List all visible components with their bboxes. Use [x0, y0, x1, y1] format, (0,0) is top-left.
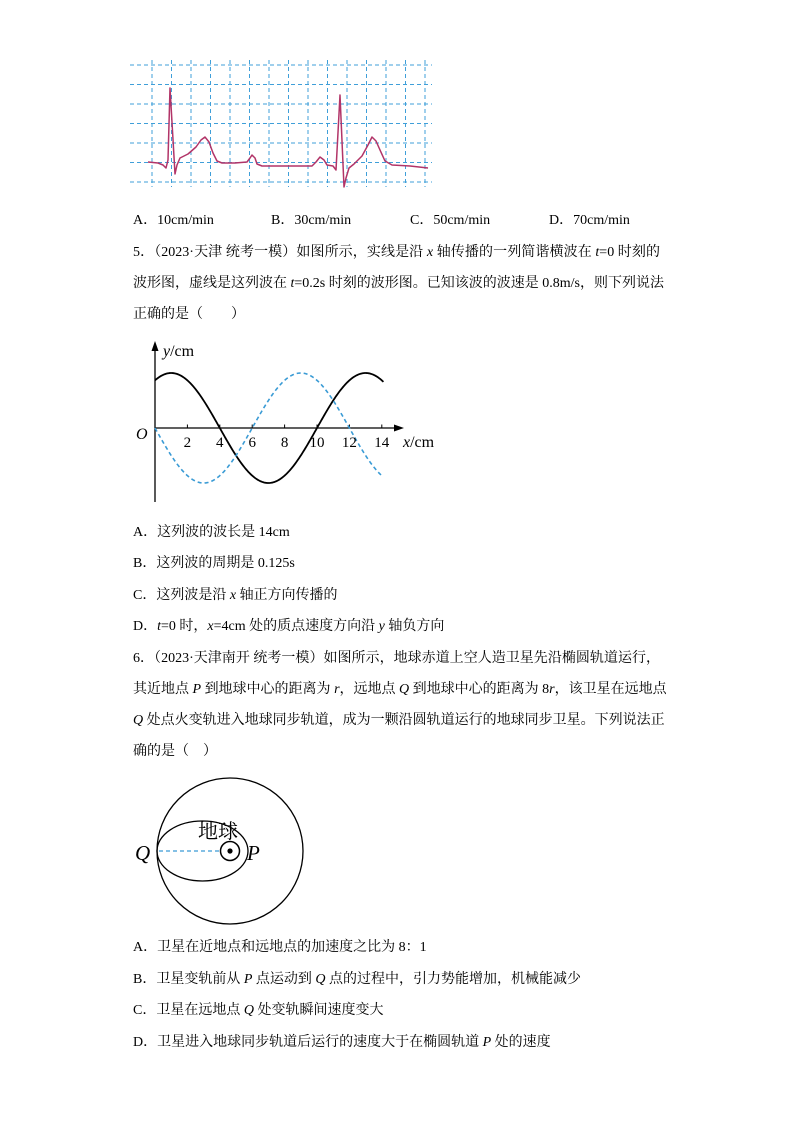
option-text: 轴负方向	[384, 619, 445, 634]
option-text: =4cm 处的质点速度方向沿	[213, 619, 379, 634]
q4-option-a: A．10cm/min	[133, 213, 214, 228]
q6-option-a	[133, 938, 427, 958]
option-text: 点的过程中，引力势能增加，机械能减少	[325, 972, 582, 987]
var-p: P	[192, 682, 202, 697]
q5-option-c	[133, 586, 338, 606]
stem-text: 正确的是（ ）	[133, 307, 245, 322]
q5-option-d	[133, 617, 444, 637]
q5-option-a	[133, 523, 290, 543]
q5-stem-line-3	[133, 305, 245, 325]
q6-stem-line-1	[133, 649, 660, 669]
option-text: A．卫星在近地点和远地点的加速度之比为 8：1	[133, 940, 427, 955]
stem-text: =0 时刻的	[599, 245, 660, 260]
var-p: P	[482, 1035, 492, 1050]
y-axis-var: y	[163, 343, 171, 360]
var-p: P	[243, 972, 253, 987]
option-text: 处的速度	[491, 1035, 551, 1050]
point-q-label: Q	[135, 841, 151, 865]
option-text: D．	[133, 619, 158, 634]
var-t: t	[157, 619, 162, 634]
var-x: x	[426, 245, 434, 260]
var-x: x	[229, 588, 237, 603]
option-text: C．这列波是沿	[133, 588, 230, 603]
stem-text: 轴传播的一列简谐横波在	[433, 245, 596, 260]
y-axis-unit: /cm	[170, 343, 195, 360]
q4-option-b: B．30cm/min	[271, 213, 352, 228]
stem-text: 波形图，虚线是这列波在	[133, 276, 291, 291]
origin-label: O	[136, 426, 148, 443]
var-q: Q	[133, 713, 144, 728]
stem-text: 其近地点	[133, 682, 193, 697]
x-tick-label: 14	[374, 435, 390, 451]
x-axis-label	[402, 434, 435, 451]
stem-text: ，该卫星在远地点	[554, 682, 667, 697]
q6-stem-line-3	[133, 711, 665, 731]
option-text: 轴正方向传播的	[236, 588, 338, 603]
var-q: Q	[399, 682, 410, 697]
stem-text: =0.2s 时刻的波形图。已知该波的波速是 0.8m/s，则下列说法	[294, 276, 664, 291]
x-tick-label: 2	[183, 435, 192, 451]
ecg-figure	[125, 55, 437, 190]
var-r: r	[334, 682, 340, 697]
q5-stem-line-1	[133, 243, 660, 263]
q6-option-d	[133, 1033, 551, 1053]
var-t: t	[595, 245, 600, 260]
x-tick-label: 4	[216, 435, 224, 451]
q6-option-c	[133, 1001, 383, 1021]
x-axis-var: x	[403, 434, 411, 451]
x-tick-label: 12	[341, 435, 357, 451]
option-text: A．这列波的波长是 14cm	[133, 525, 290, 540]
option-text: =0 时，	[161, 619, 208, 634]
option-text: 点运动到	[252, 972, 316, 987]
option-text: C．卫星在远地点	[133, 1003, 244, 1018]
q5-stem-line-2	[133, 274, 664, 294]
earth-label: 地球	[198, 821, 238, 843]
option-text: B．卫星变轨前从	[133, 972, 244, 987]
stem-text: ，远地点	[339, 682, 400, 697]
q4-option-d: D．70cm/min	[549, 213, 630, 228]
x-tick-label: 6	[248, 435, 256, 451]
q5-option-b	[133, 554, 295, 574]
option-text: B．这列波的周期是 0.125s	[133, 556, 295, 571]
q6-stem-line-4	[133, 742, 217, 762]
var-q: Q	[315, 972, 326, 987]
stem-text: 到地球中心的距离为 8	[409, 682, 550, 697]
var-q: Q	[243, 1003, 254, 1018]
var-y: y	[378, 619, 385, 634]
var-x: x	[207, 619, 214, 634]
stem-text: 处点火变轨进入地球同步轨道，成为一颗沿圆轨道运行的地球同步卫星。下列说法正	[143, 713, 665, 728]
q6-option-b	[133, 970, 581, 990]
x-tick-label: 8	[280, 435, 289, 451]
stem-text: 6．（2023·天津南开 统考一模）如图所示，地球赤道上空人造卫星先沿椭圆轨道运行，	[133, 651, 660, 666]
x-axis-arrow	[394, 425, 404, 432]
option-text: D．卫星进入地球同步轨道后运行的速度大于在椭圆轨道	[133, 1035, 483, 1050]
point-p-label: P	[247, 841, 260, 865]
q4-option-c: C．50cm/min	[410, 213, 491, 228]
y-axis-arrow	[152, 341, 159, 351]
stem-text: 确的是（ ）	[133, 744, 217, 759]
var-r: r	[549, 682, 555, 697]
q6-stem-line-2	[133, 680, 667, 700]
stem-text: 到地球中心的距离为	[201, 682, 335, 697]
earth-center-dot	[227, 848, 232, 853]
stem-text: 5．（2023·天津 统考一模）如图所示，实线是沿	[133, 245, 427, 260]
wave-figure	[130, 335, 445, 510]
orbit-figure	[130, 770, 310, 930]
x-tick-label: 10	[309, 435, 325, 451]
var-t: t	[290, 276, 295, 291]
option-text: 处变轨瞬间速度变大	[253, 1003, 384, 1018]
x-axis-unit: /cm	[410, 434, 435, 451]
y-axis-label	[161, 343, 195, 360]
